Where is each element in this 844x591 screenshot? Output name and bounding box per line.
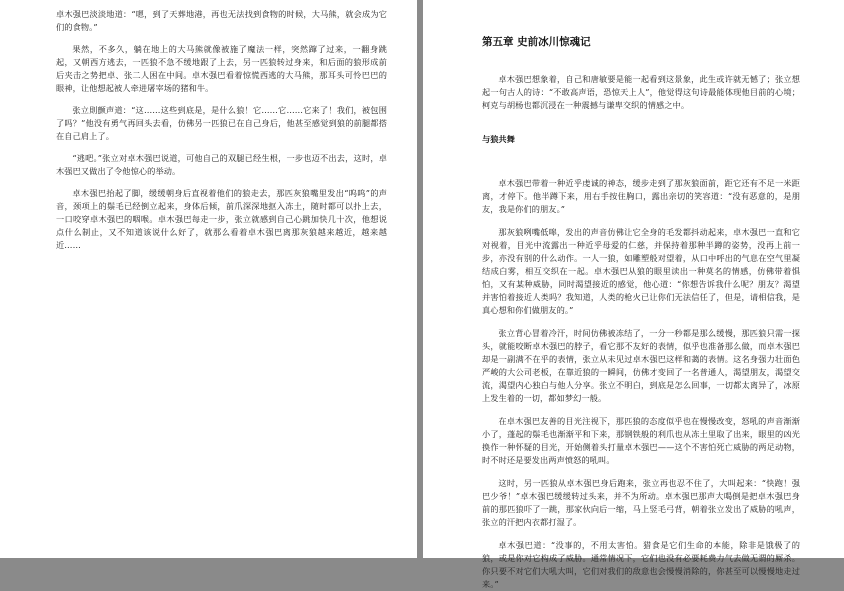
right-paragraph-2: 那灰狼咧嘴低嗥，发出的声音仿佛让它全身的毛发都抖动起来，卓木强巴一直和它对视着，目光中流露出一种近乎母爱的仁慈，并保持着那种半蹲的姿势，没再上前一步，亦没有别的什么动作。一人一狼，如雕塑般对望着，从口中呼出的气息在空气里凝结成白雾，相互交织在一起。卓木强巴从狼的眼里读出一种莫名的情感，仿佛带着惧怕，又有某种威胁，同时渴望接近的感觉，他心道：“你想告诉我什么呢？朋友？渴望并害怕着接近人类吗？我知道，人类的枪火已让你们无法信任了，但是，请相信我，是真心想和你们做朋友的。”	[482, 227, 800, 315]
right-paragraph-4: 在卓木强巴友善的目光注视下，那匹狼的态度似乎也在慢慢改变，怒吼的声音渐渐小了，蓬起的鬃毛也渐渐平和下来，那钢铁般的利爪也从冻土里取了出来，眼里的凶光换作一种怀疑的目光，开始侧着头打量卓木强巴——这个不害怕死亡威胁的两足动物，时不时还是要发出两声愤怒的吼叫。	[482, 416, 800, 465]
left-paragraph-1: 卓木强巴淡淡地道：“嗯，到了天葬地港，再也无法找到食物的时候，大马熊，就会成为它们的食物。”	[56, 9, 387, 32]
left-paragraph-4: “逃吧。”张立对卓木强巴说道，可他自己的双腿已经生根，一步也迈不出去，这时，卓木强巴又做出了令他惊心的举动。	[56, 153, 387, 176]
right-paragraph-3: 张立背心冒着冷汗，时间仿佛被冻结了，一分一秒都是那么缓慢，那匹狼只需一探头，就能咬断卓木强巴的脖子，看它那不友好的表情，似乎也准备那么做，而卓木强巴却是一副满不在乎的表情，张立从未见过卓木强巴这样和蔼的表情。这名身强力壮面色严峻的大公司老板，在靠近狼的一瞬间，仿佛才变回了一名普通人，渴望朋友，渴望交流，渴望内心独白与他人分享。张立不明白，到底是怎么回事，一切都太离异了，冰原上发生着的一切，都如梦幻一般。	[482, 328, 800, 403]
right-paragraph-5: 这时，另一匹狼从卓木强巴身后跑来，张立再也忍不住了，大叫起来：“快跑！强巴少爷！”卓木强巴缓缓转过头来，并不为所动。卓木强巴那声大喝倒是把卓木强巴身前的那匹狼吓了一跳，那家伙向后一缩，马上竖毛弓背，朝着张立发出了威胁的吼声，张立的汗把内衣都打湿了。	[482, 478, 800, 527]
left-paragraph-2: 果然，不多久，躺在地上的大马熊就像被施了魔法一样，突然蹿了过来，一翻身跳起，又朝西方逃去，一匹狼不急不缓地跟了上去，另一匹狼转过身来，和后面的狼形成前后夹击之势把卓、张二人困在中间。卓木强巴看着惊慌西逃的大马熊，那耳头可怜巴巴的眼神，让他想起被人牵进屠宰场的猪和牛。	[56, 44, 387, 93]
intro-paragraph: 卓木强巴想象着，自己和唐敏要是能一起看到这景象，此生或许就无憾了；张立想起一句古人的诗：“不敢高声语，恐惊天上人”，他觉得这句诗最能体现他目前的心境；柯克与胡杨也都沉浸在一种震撼与谦卑交织的情感之中。	[482, 74, 800, 110]
left-paragraph-5: 卓木强巴抬起了脚，缓缓朝身后直视着他们的狼走去，那匹灰狼嘴里发出“呜呜”的声音，颈项上的鬃毛已经倒立起来，身体后倾，前爪深深地抠入冻土，随时都可以扑上去，一口咬穿卓木强巴的咽喉。卓木强巴每走一步，张立就感到自己心跳加快几十次，他想说点什么制止，又不知道该说什么好了，就那么看着卓木强巴离那灰狼越来越近，越来越近……	[56, 188, 387, 250]
section-title: 与狼共舞	[482, 134, 515, 144]
right-paragraph-1: 卓木强巴带着一种近乎虔诚的神态，缓步走到了那灰狼面前，距它还有不足一米距离，才停下。他半蹲下来，用右手按住胸口，露出亲切的笑容道：“没有恶意的，是朋友，我是你们的朋友。”	[482, 178, 800, 214]
left-page	[0, 0, 417, 558]
left-paragraph-3: 张立則颤声道：“这……这些到底是，是什么狼！它……它……它来了！我们，被包围了吗？”他没有勇气再回头去看，仿佛另一匹狼已在自己身后，他甚至感觉到狼的前腿都搭在自己肩上了。	[56, 105, 387, 141]
right-paragraph-6: 卓木强巴道：“没事的，不用太害怕。猎食是它们生命的本能，除非是饿极了的狼，或是你对它构成了威胁。通常情况下，它们也没有必要耗费力气去做无谓的厮杀。你只要不对它们大吼大叫，它们对我们的敌意也会慢慢消除的，你甚至可以慢慢地走过来。”	[482, 540, 800, 589]
chapter-title: 第五章 史前冰川惊魂记	[482, 36, 591, 48]
right-page	[423, 0, 844, 589]
